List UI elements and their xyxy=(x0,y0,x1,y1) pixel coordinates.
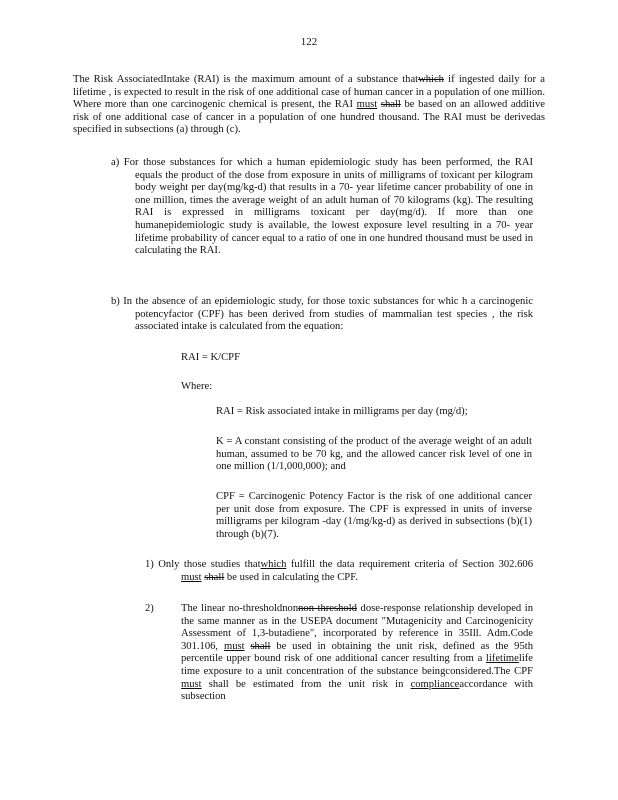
intro-text xyxy=(73,74,545,137)
item-2-text xyxy=(181,603,533,704)
inserted-text: which xyxy=(260,559,287,570)
struck-text: which xyxy=(418,74,444,85)
item-1-text xyxy=(145,559,533,584)
inserted-text: must xyxy=(223,640,245,652)
definition-rai: RAI = Risk associated intake in milligrams per day (mg/d); xyxy=(216,406,468,417)
struck-text: shall xyxy=(380,99,401,111)
text-run: be based on an allowed additive risk of one additional case of cancer in a population of one hundred thousand. The RAI must be derivedas specified in subsections (a) through (c). xyxy=(73,99,545,136)
inserted-text: must xyxy=(356,99,378,111)
struck-text: non-threshold xyxy=(298,603,357,614)
page-number: 122 xyxy=(300,36,318,48)
text-run: The Risk AssociatedIntake (RAI) is the maximum amount of a substance that xyxy=(73,74,419,85)
where-label: Where: xyxy=(181,381,213,392)
paragraph-b xyxy=(111,296,533,334)
inserted-text: lifetime xyxy=(485,653,519,665)
text-run: fulfill the data requirement criteria of Section 302.606 xyxy=(286,559,534,570)
text-run: dose-response relationship developed in the same manner as in the USEPA document "Mutagenicity and Carcinogenicity Assessment of 1,3-butadiene", incorporated by reference in 35Ill. Adm.Code 301.106, xyxy=(181,603,533,652)
text-run: a) For those substances for which a human epidemiologic study has been performed, the RAI equals the product of the dose from exposure in units of milligrams of toxicant per kilogram body weight per day(mg/kg-d) that results in a 70- year lifetime cancer probability of one in one million, times the average weight of an adult human of 70 kilograms (kg). The resulting RAI is expressed in milligrams toxicant per day(mg/d). If more than one humanepidemiologic study is available, the lowest exposure level resulting in a 70- year lifetime probability of cancer equal to a ratio of one in one hundred thousand must be used in calculating the RAI. xyxy=(111,157,533,257)
text-run: accordance with subsection xyxy=(181,678,533,703)
intro-paragraph xyxy=(73,74,545,137)
item-2 xyxy=(181,603,533,704)
definition-k: K = A constant consisting of the product of the average weight of an adult human, assumed to be 70 kg, and the allowed cancer risk level of one in one million (1/1,000,000); and xyxy=(216,436,532,473)
text-run: if ingested daily for a lifetime , is expected to result in the risk of one additional case of human cancer in a population of one million. Where more than one carcinogenic chemical is present, the RAI xyxy=(73,74,545,111)
paragraph-b-text xyxy=(111,296,533,334)
inserted-text: compliance xyxy=(410,678,460,690)
definition-cpf: CPF = Carcinogenic Potency Factor is the risk of one additional cancer per unit dose from exposure. The CPF is expressed in units of inverse milligrams per kilogram -day (1/mg/kg-d) as derived in subsections (b)(1) through (b)(7). xyxy=(216,491,532,540)
paragraph-a-text xyxy=(111,157,533,258)
text-run: be used in obtaining the unit risk, defined as the 95th percentile upper bound risk of one additional cancer resulting from a xyxy=(181,640,533,665)
inserted-text: must xyxy=(181,678,202,690)
text-run: The linear no-thresholdnon xyxy=(181,603,299,614)
text-run: shall be estimated from the unit risk in xyxy=(201,678,411,690)
struck-text: shall xyxy=(250,640,271,652)
text-run: life time exposure to a unit concentration of the substance beingconsidered.The CPF xyxy=(181,653,533,677)
item-2-number: 2) xyxy=(145,603,154,614)
text-run: 1) Only those studies that xyxy=(145,559,261,570)
text-run: be used in calculating the CPF. xyxy=(224,571,358,583)
inserted-text: must xyxy=(181,571,202,583)
text-run: b) In the absence of an epidemiologic study, for those toxic substances for whic h a carcinogenic potencyfactor (CPF) has been derived from studies of mammalian test species , the risk associated intake is calculated from the equation: xyxy=(111,296,533,333)
paragraph-a xyxy=(111,157,533,258)
item-1 xyxy=(145,559,533,584)
equation: RAI = K/CPF xyxy=(181,352,240,363)
struck-text: shall xyxy=(204,571,225,583)
